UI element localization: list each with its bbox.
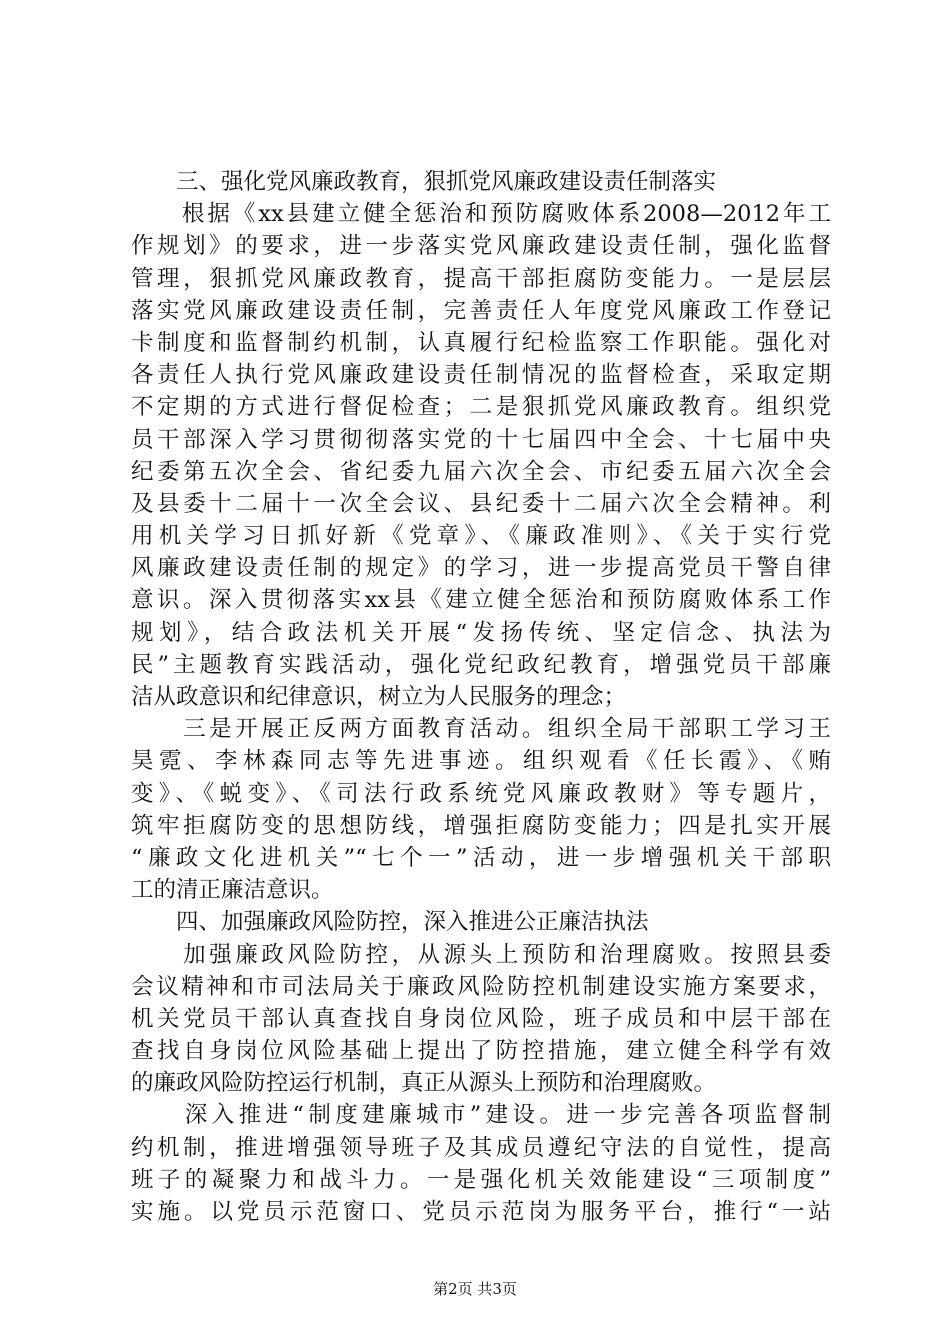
text-line: 加强廉政风险防控，从源头上预防和治理腐败。按照县委 <box>131 941 831 968</box>
text-line: 及县委十二届十一次全会议、县纪委十二届六次全会精神。利 <box>131 490 831 517</box>
text-line: 根据《xx县建立健全惩治和预防腐败体系2008—2012年工 <box>131 201 831 228</box>
text-line: 风廉政建设责任制的规定》的学习，进一步提高党员干警自律 <box>131 555 831 582</box>
text-line: 查找自身岗位风险基础上提出了防控措施，建立健全科学有效 <box>131 1038 831 1065</box>
text-line: 机关党员干部认真查找自身岗位风险，班子成员和中层干部在 <box>131 1005 831 1032</box>
text-line: 作规划》的要求，进一步落实党风廉政建设责任制，强化监督 <box>131 233 831 260</box>
text-line: 各责任人执行党风廉政建设责任制情况的监督检查，采取定期 <box>131 362 831 389</box>
text-line: 深入推进“制度建廉城市”建设。进一步完善各项监督制 <box>131 1102 831 1129</box>
text-line: 三是开展正反两方面教育活动。组织全局干部职工学习王 <box>131 716 831 743</box>
text-line: 四、加强廉政风险防控，深入推进公正廉洁执法 <box>131 909 649 936</box>
text-line: 约机制，推进增强领导班子及其成员遵纪守法的自觉性，提高 <box>131 1134 831 1161</box>
text-line: 管理，狠抓党风廉政教育，提高干部拒腐防变能力。一是层层 <box>131 265 831 292</box>
text-line: 班子的凝聚力和战斗力。一是强化机关效能建设“三项制度” <box>131 1166 831 1193</box>
text-line: 卡制度和监督制约机制，认真履行纪检监察工作职能。强化对 <box>131 329 831 356</box>
text-line: 实施。以党员示范窗口、党员示范岗为服务平台，推行“一站 <box>131 1199 831 1225</box>
text-line: 三、强化党风廉政教育，狠抓党风廉政建设责任制落实 <box>131 169 717 195</box>
text-line: 工的清正廉洁意识。 <box>131 877 334 904</box>
text-line: 昊霓、李林森同志等先进事迹。组织观看《任长霞》、《贿 <box>131 748 831 775</box>
text-line: 洁从政意识和纪律意识，树立为人民服务的理念； <box>131 684 627 710</box>
text-line: 用机关学习日抓好新《党章》、《廉政准则》、《关于实行党 <box>131 523 831 550</box>
text-line: 变》、《蜕变》、《司法行政系统党风廉政教财》等专题片， <box>131 780 831 807</box>
text-line: 规划》，结合政法机关开展“发扬传统、坚定信念、执法为 <box>131 619 831 646</box>
text-line: 不定期的方式进行督促检查；二是狠抓党风廉政教育。组织党 <box>131 394 831 421</box>
text-line: 会议精神和市司法局关于廉政风险防控机制建设实施方案要求， <box>131 973 831 1000</box>
text-line: 落实党风廉政建设责任制，完善责任人年度党风廉政工作登记 <box>131 297 831 324</box>
text-line: 纪委第五次全会、省纪委九届六次全会、市纪委五届六次全会 <box>131 458 831 485</box>
text-line: 民”主题教育实践活动，强化党纪政纪教育，增强党员干部廉 <box>131 651 831 678</box>
text-line: “廉政文化进机关”“七个一”活动，进一步增强机关干部职 <box>131 844 831 871</box>
text-line: 筑牢拒腐防变的思想防线，增强拒腐防变能力；四是扎实开展 <box>131 812 831 839</box>
document-body <box>131 166 831 1228</box>
page-footer: 第2页 共3页 <box>433 1280 517 1298</box>
text-line: 的廉政风险防控运行机制，真正从源头上预防和治理腐败。 <box>131 1070 717 1097</box>
text-line: 意识。深入贯彻落实xx县《建立健全惩治和预防腐败体系工作 <box>131 587 831 614</box>
text-line: 员干部深入学习贯彻彻落实党的十七届四中全会、十七届中央 <box>131 426 831 453</box>
